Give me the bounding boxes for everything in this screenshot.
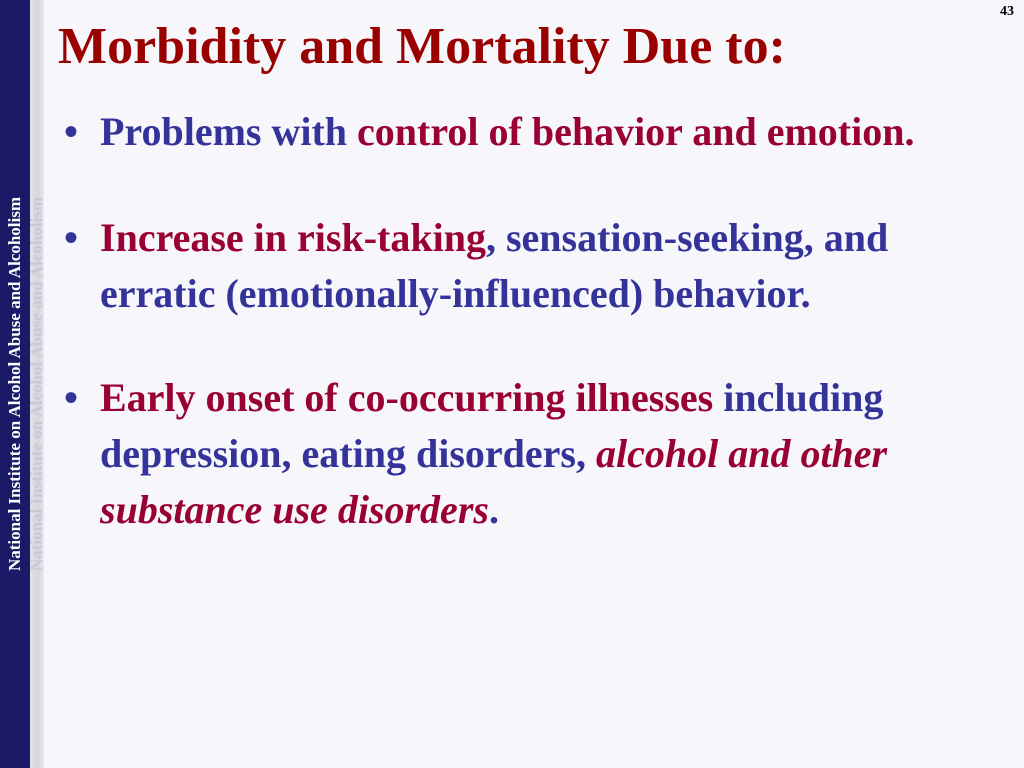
bullet-text-segment: including depression, eating disorders, xyxy=(100,375,884,476)
bullet-dot-icon: • xyxy=(64,375,79,420)
bullet-text-segment: alcohol and other substance use disorders xyxy=(100,431,888,532)
bullet-dot-icon: • xyxy=(64,109,79,154)
sidebar-organization-label: National Institute on Alcohol Abuse and Alcoholism xyxy=(5,196,24,572)
bullet-text-segment: . xyxy=(488,487,499,532)
bullet-item xyxy=(62,370,962,538)
bullet-text-segment: Increase in risk-taking xyxy=(100,215,486,260)
bullet-text-segment: Early onset of co-occurring illnesses xyxy=(100,375,714,420)
bullet-text-segment: control of behavior and emotion. xyxy=(347,109,915,154)
bullet-text-segment: , sensation-seeking, and erratic (emotionally-influenced) behavior. xyxy=(100,215,889,316)
bullet-text-segment: Problems with xyxy=(100,109,348,154)
bullet-item xyxy=(62,104,962,160)
slide-title: Morbidity and Mortality Due to: xyxy=(58,18,786,75)
slide-number: 43 xyxy=(1000,4,1014,19)
bullet-item xyxy=(62,210,962,322)
sidebar-watermark-text: National Institute on Alcohol Abuse and Alcoholism xyxy=(27,196,46,572)
bullet-list xyxy=(62,104,962,538)
bullet-dot-icon: • xyxy=(64,215,79,260)
